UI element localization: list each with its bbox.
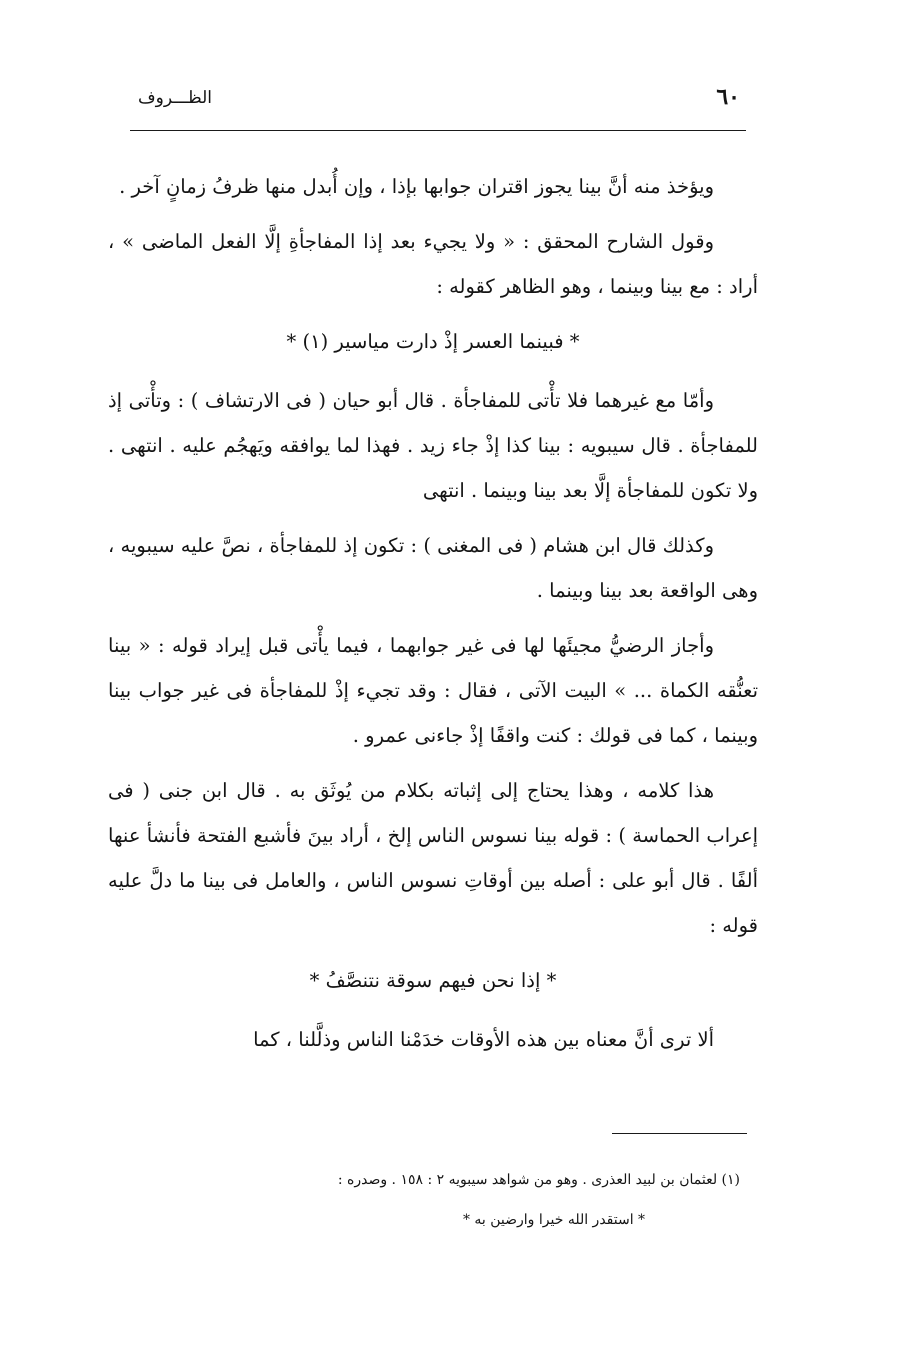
- footnote-1: (١) لعثمان بن لبيد العذرى . وهو من شواهد سيبويه ٢ : ١٥٨ . وصدره :: [337, 1172, 740, 1188]
- paragraph-7: ألا ترى أنَّ معناه بين هذه الأوقات خدَمْنا الناس وذلَّلنا ، كما: [253, 1028, 714, 1051]
- paragraph-1: ويؤخذ منه أنَّ بينا يجوز اقتران جوابها بإذا ، وإن أُبدل منها ظرفُ زمانٍ آخر .: [119, 175, 714, 198]
- header-rule: [130, 130, 746, 131]
- page-header: [120, 78, 750, 118]
- paragraph-5: وأجاز الرضيُّ مجيئَها لها فى غير جوابهما ، فيما يأْتى قبل إيراد قوله : « بينا تعنُّقه الكماة ... » البيت الآتى ، فقال : وقد تجيء إذْ للمفاجأة فى غير جواب بينا وبينما ، كما فى قولك : كنت واقفًا إذْ جاءنى عمرو .: [108, 634, 758, 747]
- paragraph-4: وكذلك قال ابن هشام ( فى المغنى ) : تكون إذ للمفاجأة ، نصَّ عليه سيبويه ، وهى الواقعة بعد بينا وبينما .: [108, 534, 758, 602]
- verse-quote-2: * إذا نحن فيهم سوقة نتنصَّفُ *: [309, 969, 557, 992]
- paragraph-3: وأمّا مع غيرهما فلا تأْتى للمفاجأة . قال أبو حيان ( فى الارتشاف ) : وتأْتى إذ للمفاجأة . قال سيبويه : بينا كذا إذْ جاء زيد . فهذا لما يوافقه ويَهجُم عليه . انتهى . ولا تكون للمفاجأة إلَّا بعد بينا وبينما . انتهى: [108, 389, 758, 502]
- footnotes: [160, 1160, 748, 1240]
- footnote-1-verse: * استقدر الله خيرا وارضين به *: [462, 1212, 646, 1228]
- page-number: ٦٠: [716, 84, 740, 110]
- footnote-rule: [612, 1133, 747, 1134]
- paragraph-2: وقول الشارح المحقق : « ولا يجيء بعد إذا المفاجأةِ إلَّا الفعل الماضى » ، أراد : مع بينا وبينما ، وهو الظاهر كقوله :: [108, 230, 758, 298]
- main-text: [108, 164, 758, 1062]
- verse-quote-1: * فبينما العسر إذْ دارت مياسير (١) *: [286, 330, 580, 353]
- paragraph-6: هذا كلامه ، وهذا يحتاج إلى إثباته بكلام من يُوثَق به . قال ابن جنى ( فى إعراب الحماسة ) : قوله بينا نسوس الناس إلخ ، أراد بينَ فأشبع الفتحة فأنشأ عنها ألفًا . قال أبو على : أصله بين أوقاتِ نسوس الناس ، والعامل فى بينا ما دلَّ عليه قوله :: [108, 779, 758, 937]
- running-head: الظـــروف: [138, 88, 213, 108]
